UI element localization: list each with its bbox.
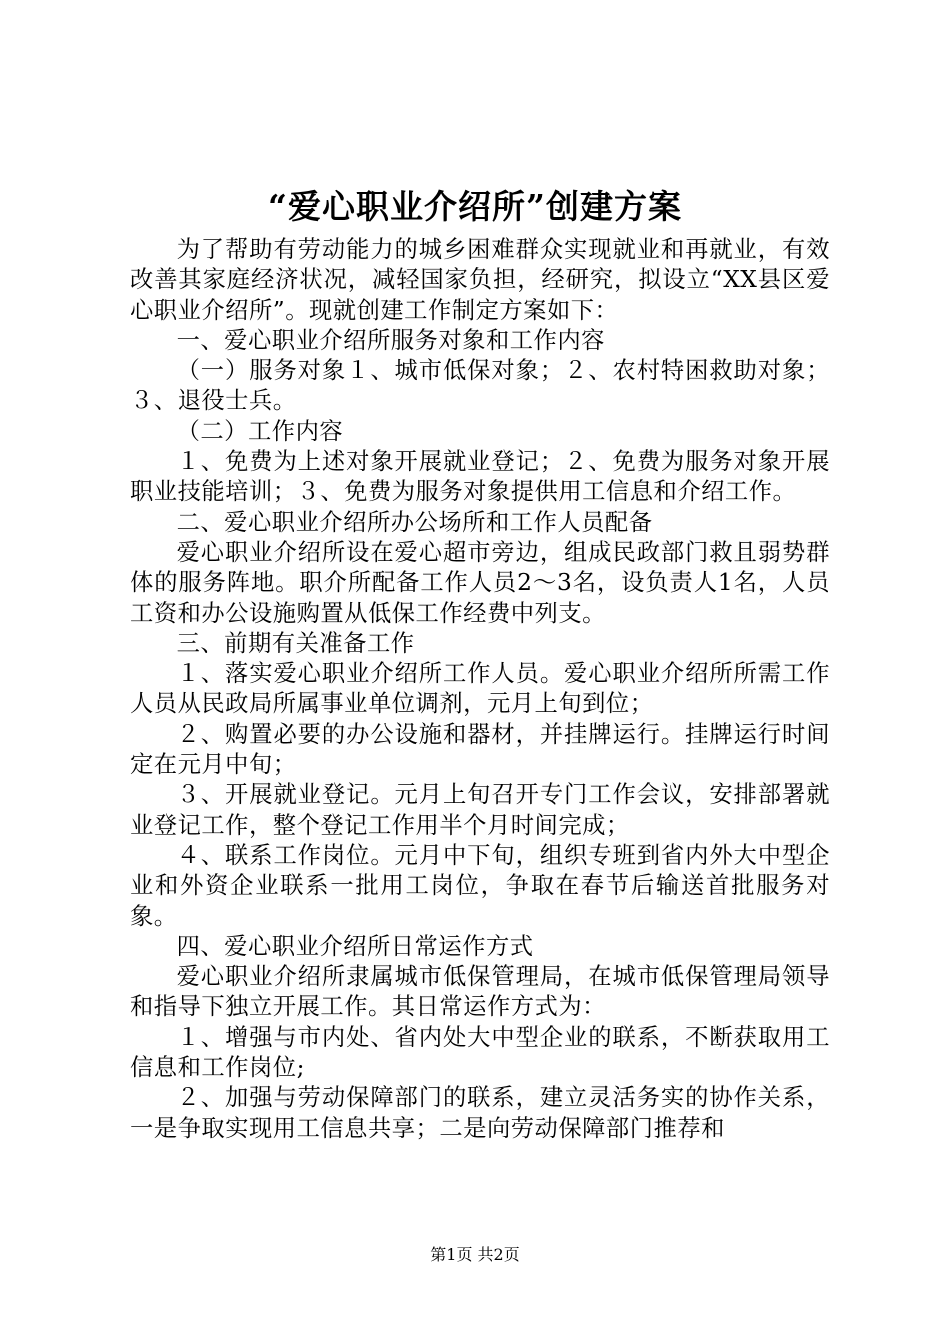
paragraph: ３、开展就业登记。元月上旬召开专门工作会议，安排部署就业登记工作，整个登记工作用半个月时间完成； xyxy=(130,781,830,839)
subsection-heading: （二）工作内容 xyxy=(176,417,344,445)
paragraph: １、增强与市内处、省内处大中型企业的联系，不断获取用工信息和工作岗位; xyxy=(130,1023,830,1082)
paragraph: ２、加强与劳动保障部门的联系，建立灵活务实的协作关系，一是争取实现用工信息共享；二是向劳动保障部门推荐和 xyxy=(130,1084,830,1142)
paragraph: 爱心职业介绍所设在爱心超市旁边，组成民政部门救且弱势群体的服务阵地。职介所配备工作人员2～3名，设负责人1名，人员工资和办公设施购置从低保工作经费中列支。 xyxy=(130,538,830,627)
page-footer: 第1页 共2页 xyxy=(430,1245,520,1264)
paragraph: 为了帮助有劳动能力的城乡困难群众实现就业和再就业，有效改善其家庭经济状况，减轻国家负担，经研究，拟设立“XX县区爱心职业介绍所”。现就创建工作制定方案如下： xyxy=(130,236,830,324)
paragraph: １、落实爱心职业介绍所工作人员。爱心职业介绍所所需工作人员从民政局所属事业单位调剂，元月上旬到位； xyxy=(130,660,830,718)
document-body xyxy=(130,235,830,1144)
section-heading: 三、前期有关准备工作 xyxy=(176,629,415,657)
page-title: “爱心职业介绍所”创建方案 xyxy=(268,187,682,226)
paragraph: １、免费为上述对象开展就业登记；２、免费为服务对象开展职业技能培训；３、免费为服务对象提供用工信息和介绍工作。 xyxy=(130,448,830,506)
section-heading: 一、爱心职业介绍所服务对象和工作内容 xyxy=(176,326,605,354)
paragraph: （一）服务对象１、城市低保对象；２、农村特困救助对象；３、退役士兵。 xyxy=(130,357,830,415)
paragraph: ４、联系工作岗位。元月中下旬，组织专班到省内外大中型企业和外资企业联系一批用工岗位，争取在春节后输送首批服务对象。 xyxy=(130,841,830,930)
paragraph: 爱心职业介绍所隶属城市低保管理局，在城市低保管理局领导和指导下独立开展工作。其日常运作方式为： xyxy=(130,963,830,1021)
section-heading: 四、爱心职业介绍所日常运作方式 xyxy=(176,932,534,960)
paragraph: ２、购置必要的办公设施和器材，并挂牌运行。挂牌运行时间定在元月中旬； xyxy=(130,720,830,779)
section-heading: 二、爱心职业介绍所办公场所和工作人员配备 xyxy=(176,508,653,536)
